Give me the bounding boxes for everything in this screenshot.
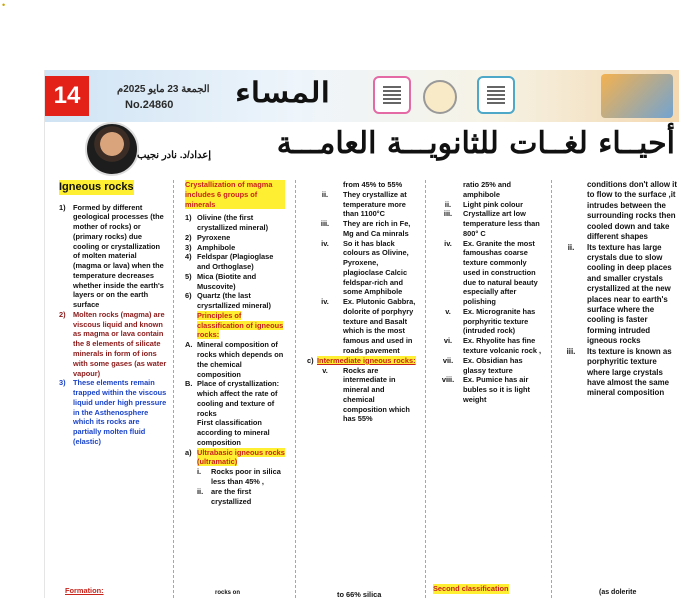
list-item: 2) Molten rocks (magma) are viscous liquid and known as magma or lava contain the 8 elements of silicate minerals in form of ions with some gases (as water vapour) [59,309,167,378]
list-item: 6) Quartz (the last crysrtallized mineral) [185,291,271,311]
list-item: vii. Ex. Obsidian has glassy texture [442,355,523,375]
newspaper-logo: المساء [235,76,331,109]
issue-date: الجمعة 23 مايو 2025م [117,84,210,95]
author-name: إعداد/د. نادر نجيب [137,150,211,161]
section-heading: Crystallization of magma includes 6 groups of minerals [185,180,285,209]
list-item: ii. Light pink colour [444,199,523,209]
column-divider [173,180,174,598]
column-footer: Second classification [433,584,509,593]
column-divider [295,180,296,598]
list-item: 2) Pyroxene [185,232,231,242]
column-1 [59,180,167,595]
list-item: B. Place of crystallization: which affect the rate of cooling and texture of rocks [185,379,280,418]
page-header [45,70,679,122]
column-footer: (as dolerite [599,589,637,596]
continued-text: from 45% to 55% [343,180,403,189]
column-divider [425,180,426,598]
first-classification: First classification according to mineral composition [197,418,270,447]
column-footer: to 66% silica [337,590,382,598]
list-item: 5) Mica (Biotite and Muscovite) [185,271,257,291]
continued-text: ratio 25% and amphibole [463,180,512,199]
list-item: vi. Ex. Rhyolite has fine texture volcanic rock , [443,336,542,356]
page-title: أحيــاء لغــات للثانويـــة العامـــة [276,126,675,161]
author-photo [85,122,139,176]
list-item: ii. are the first crystallized [197,486,252,506]
column-divider [551,180,552,598]
principles-heading: Principles of classification of igneous rocks: [197,310,284,340]
clock-icon [423,80,457,114]
continued-text: conditions don't allow it to flow to the surface ,it intrudes between the surrounding rocks then cooled down and take different shapes [587,180,677,242]
list-item: iii. Its texture is known as porphyritic texture where large crystals have almost the same mineral composition [566,346,672,398]
list-item: ii. Its texture has large crystals due to slow cooling in deep places and smaller crystals crystallized at the new places near to earth's surface where the cooling is faster forming intruded igneous rocks [567,242,672,346]
subheading: a) Ultrabasic igneous rocks (ultramatic) [185,447,285,467]
qr-code-icon [373,76,411,114]
column-footer: rocks on [215,590,241,596]
list-item: iii. Crystallize art low temperature less than 800° C [443,209,540,238]
list-item: v. Ex. Microgranite has porphyritic texture (intruded rock) [445,306,536,336]
issue-number: No.24860 [125,99,174,111]
list-item: iv. Ex. Plutonic Gabbra, dolorite of porphyry texture and Basalt which is the most famous and used in roads pavement [321,297,416,356]
books-illustration [601,74,673,118]
list-item: iv. So it has black colours as Olivine, Pyroxene, plagioclase Calcic feldspar-rich and some Amphibole [321,238,409,297]
column-2 [185,180,285,596]
section-heading: Igneous rocks [59,181,134,193]
list-item: v. Rocks are intermediate in mineral and chemical composition which has 55% [322,365,410,424]
list-item: 3) Amphibole [185,242,236,252]
list-item: A. Mineral composition of rocks which depends on the chemical composition [185,340,284,379]
newspaper-page [44,70,679,598]
list-item: iii. They are rich in Fe, Mg and Ca minrals [320,219,411,238]
list-item: i. Rocks poor in silica less than 45% , [197,467,281,486]
list-item: 1) Olivine (the first crystallized mineral) [185,213,269,233]
list-item: ii. They crystallize at temperature more than 1100°C [321,189,407,219]
list-item: iv. Ex. Granite the most famoushas coarse texture commonly used in construction due to natural beauty especially after polishing [444,238,538,307]
qr-code-icon [477,76,515,114]
list-item: 4) Feldspar (Plagioglase and Orthoglase) [185,252,274,272]
list-item: 3) These elements remain trapped within the viscous liquid under high pressure in the Asthenosphere which its rocks are partially molten fluid (elastic) [59,378,167,446]
column-4 [433,180,545,593]
column-5 [555,180,679,596]
subheading: c) Intermediate igneous rocks: [307,355,416,365]
list-item: viii. Ex. Pumice has air bubles so it is light weight [441,375,530,404]
page-number: 14 [45,76,89,116]
formation-label: Formation: [65,586,104,595]
corner-mark: • [2,0,6,10]
column-3 [307,180,417,598]
list-item: 1) Formed by different geological processes (the mother of rocks) or (primary rocks) due cooling or crystallization of molten material (magma or lava) when the temperature decreases whether inside the earth's layers or on the earth surface [59,202,164,310]
